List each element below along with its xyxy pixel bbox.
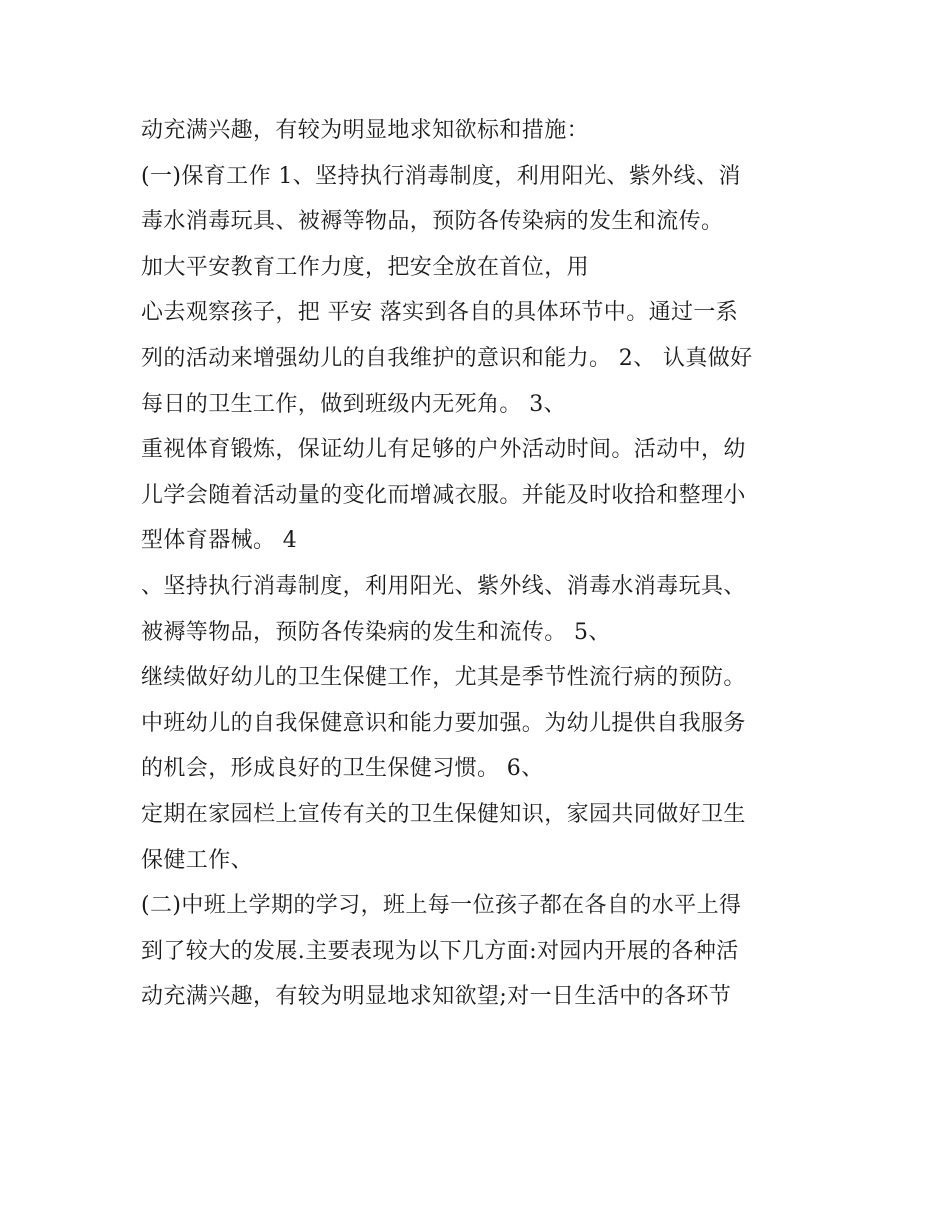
text-line-19: 到了较大的发展.主要表现为以下几方面:对园内开展的各种活	[141, 938, 739, 964]
text-line-3: 毒水消毒玩具、被褥等物品，预防各传染病的发生和流传。	[141, 209, 724, 235]
text-line-15: 的机会，形成良好的卫生保健习惯。 6、	[141, 756, 544, 782]
text-line-14: 中班幼儿的自我保健意识和能力要加强。为幼儿提供自我服务	[141, 710, 746, 736]
text-line-16: 定期在家园栏上宣传有关的卫生保健知识，家园共同做好卫生	[141, 801, 746, 827]
text-line-13: 继续做好幼儿的卫生保健工作，尤其是季节性流行病的预防。	[141, 665, 746, 691]
text-line-5: 心去观察孩子，把 平安 落实到各自的具体环节中。通过一系	[141, 300, 739, 326]
text-line-17: 保健工作、	[141, 847, 254, 873]
text-line-12: 被褥等物品，预防各传染病的发生和流传。 5、	[141, 619, 611, 645]
text-line-10: 型体育器械。 4	[141, 528, 298, 554]
text-line-8: 重视体育锻炼，保证幼儿有足够的户外活动时间。活动中，幼	[141, 437, 746, 463]
text-line-20: 动充满兴趣，有较为明显地求知欲望;对一日生活中的各环节	[141, 984, 732, 1010]
text-line-18: (二)中班上学期的学习，班上每一位孩子都在各自的水平上得	[141, 893, 742, 919]
body-text	[141, 108, 831, 1020]
text-line-1: 动充满兴趣，有较为明显地求知欲标和措施：	[141, 118, 590, 143]
text-line-9: 儿学会随着活动量的变化而增减衣服。并能及时收拾和整理小	[141, 482, 746, 508]
text-line-7: 每日的卫生工作，做到班级内无死角。 3、	[141, 391, 566, 417]
text-line-11: 、坚持执行消毒制度，利用阳光、紫外线、消毒水消毒玩具、	[141, 573, 746, 599]
text-line-4: 加大平安教育工作力度，把安全放在首位，用	[141, 254, 590, 280]
text-line-2: (一)保育工作 1、坚持执行消毒制度，利用阳光、紫外线、消	[141, 163, 741, 189]
text-line-6: 列的活动来增强幼儿的自我维护的意识和能力。 2、 认真做好	[141, 345, 753, 371]
